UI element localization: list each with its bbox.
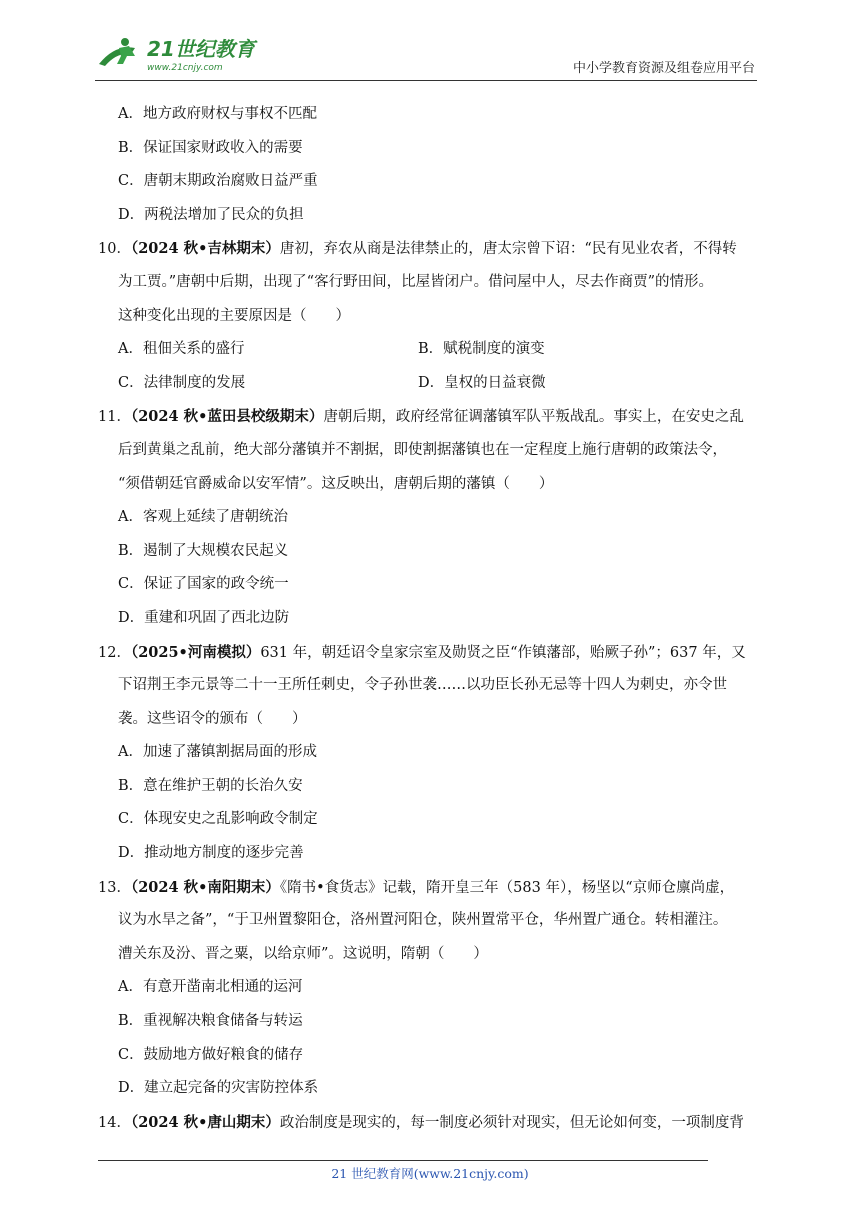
- question-10-options-row-1: [98, 333, 760, 367]
- option-a: A．地方政府财权与事权不匹配: [118, 106, 317, 122]
- question-12-line-3: 袭。这些诏令的颁布（ ）: [118, 710, 307, 727]
- question-11-line-1: [98, 400, 760, 434]
- svg-text:21世纪教育: 21世纪教育: [147, 37, 255, 61]
- question-text: 631 年，朝廷诏令皇家宗室及勋贤之臣“作镇藩部，贻厥子孙”；637 年，又: [260, 644, 746, 661]
- option-c: C．法律制度的发展: [118, 374, 246, 391]
- option-c: C．唐朝末期政治腐败日益严重: [118, 173, 318, 190]
- question-number: 11．: [98, 409, 131, 426]
- document-body: [98, 98, 760, 1139]
- option-b: B．遏制了大规模农民起义: [118, 542, 289, 559]
- logo-icon: [95, 34, 265, 74]
- option-c: C．鼓励地方做好粮食的储存: [118, 1046, 304, 1063]
- svg-text:www.21cnjy.com: www.21cnjy.com: [147, 63, 223, 73]
- question-number: 14．: [98, 1114, 131, 1131]
- question-source: （2024 秋•南阳期末）: [130, 878, 280, 896]
- option-d: D．推动地方制度的逐步完善: [118, 845, 304, 862]
- question-11-line-2: 后到黄巢之乱前，绝大部分藩镇并不割据，即使割据藩镇也在一定程度上施行唐朝的政策法令，: [118, 441, 727, 458]
- question-text: 政治制度是现实的，每一制度必须针对现实，但无论如何变，一项制度背: [279, 1114, 744, 1131]
- question-10-line-3: 这种变化出现的主要原因是（ ）: [118, 307, 350, 324]
- option-d: D．建立起完备的灾害防控体系: [118, 1080, 319, 1097]
- question-number: 12．: [98, 644, 131, 661]
- question-source: （2025•河南模拟）: [130, 643, 261, 661]
- option-a: A．客观上延续了唐朝统治: [118, 509, 288, 526]
- question-text: 唐朝后期，政府经常征调藩镇军队平叛战乱。事实上，在安史之乱: [323, 409, 744, 426]
- question-12-line-1: [98, 636, 760, 670]
- option-b: B．意在维护王朝的长治久安: [118, 777, 303, 794]
- question-10-line-2: 为工贾。”唐朝中后期，出现了“客行野田间，比屋皆闭户。借问屋中人，尽去作商贾”的情形。: [118, 273, 713, 290]
- question-13-line-3: 漕关东及汾、晋之粟，以给京师”。这说明，隋朝（ ）: [118, 945, 488, 962]
- question-12-line-2: 下诏荆王李元景等二十一王所任刺史，令子孙世袭……以功臣长孙无忌等十四人为刺史，亦令世: [118, 677, 727, 694]
- question-11-line-3: “须借朝廷官爵威命以安军情”。这反映出，唐朝后期的藩镇（ ）: [118, 475, 554, 492]
- page-header: [95, 30, 757, 81]
- question-source: （2024 秋•吉林期末）: [130, 240, 280, 258]
- question-10-line-1: [98, 232, 760, 266]
- question-source: （2024 秋•蓝田县校级期末）: [130, 408, 324, 426]
- question-number: 10．: [98, 241, 131, 258]
- question-10-options-row-2: [98, 367, 760, 401]
- question-text: 唐初，弃农从商是法律禁止的，唐太宗曾下诏：“民有见业农者，不得转: [279, 241, 737, 258]
- footer-divider: [98, 1160, 708, 1161]
- question-number: 13．: [98, 879, 131, 896]
- option-d: D．皇权的日益衰微: [418, 374, 546, 391]
- platform-label: 中小学教育资源及组卷应用平台: [572, 61, 755, 76]
- question-14-line-1: [98, 1106, 760, 1140]
- option-a: A．有意开凿南北相通的运河: [118, 979, 303, 996]
- option-b: B．重视解决粮食储备与转运: [118, 1013, 303, 1030]
- option-b: B．保证国家财政收入的需要: [118, 139, 303, 156]
- option-c: C．保证了国家的政令统一: [118, 576, 289, 593]
- option-d: D．两税法增加了民众的负担: [118, 206, 304, 223]
- option-a: A．加速了藩镇割据局面的形成: [118, 744, 317, 761]
- option-c: C．体现安史之乱影响政令制定: [118, 811, 318, 828]
- question-13-line-2: 议为水旱之备”，“于卫州置黎阳仓，洛州置河阳仓，陕州置常平仓，华州置广通仓。转相灌注。: [118, 912, 728, 929]
- option-a: A．租佃关系的盛行: [118, 341, 245, 358]
- option-b: B．赋税制度的演变: [418, 341, 545, 358]
- question-source: （2024 秋•唐山期末）: [130, 1113, 280, 1131]
- footer-link[interactable]: 21 世纪教育网(www.21cnjy.com): [331, 1166, 529, 1181]
- question-text: 《隋书•食货志》记载，隋开皇三年（583 年），杨坚以“京师仓廪尚虚，: [279, 879, 735, 896]
- option-d: D．重建和巩固了西北边防: [118, 609, 290, 626]
- question-13-line-1: [98, 871, 760, 905]
